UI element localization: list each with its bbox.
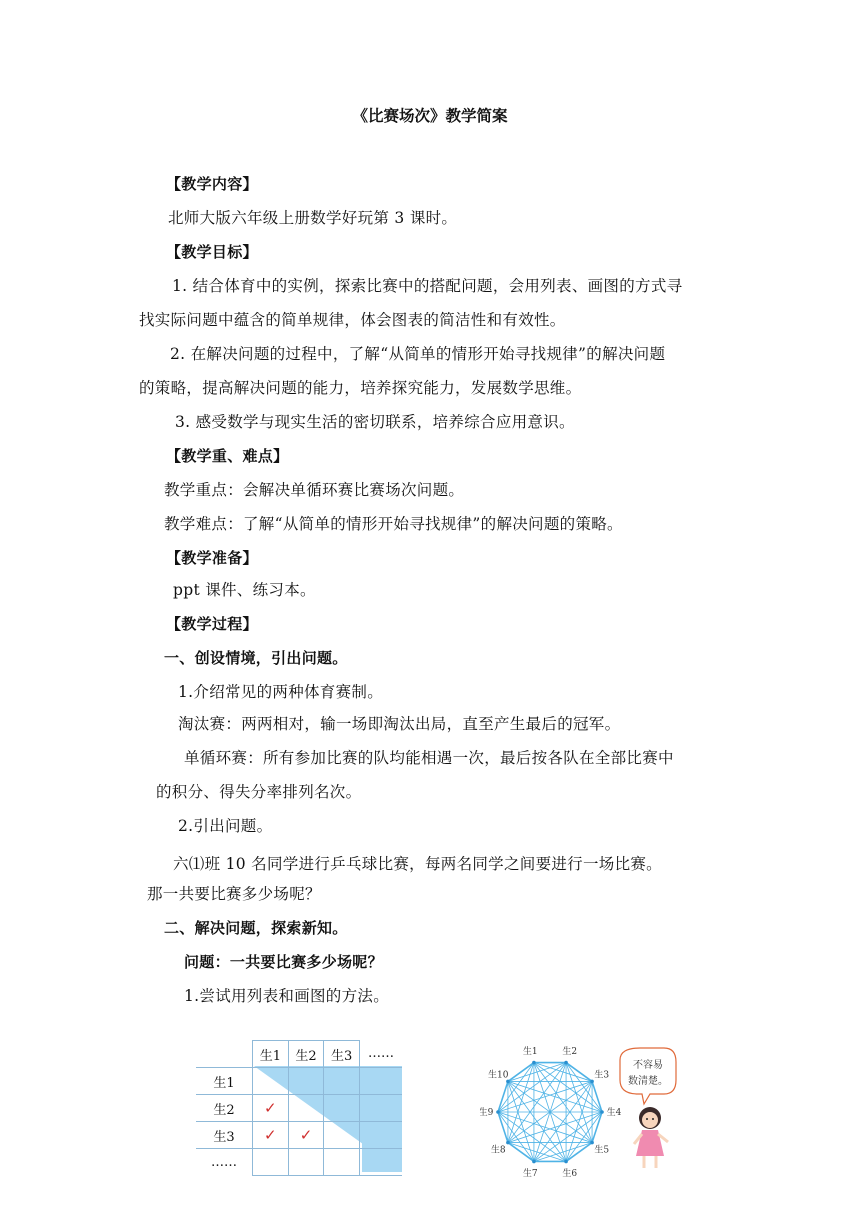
speech-bubble (620, 1048, 676, 1104)
network-edge (534, 1143, 592, 1162)
network-edge (508, 1063, 566, 1082)
section-2-item-1: 1.尝试用列表和画图的方法。 (184, 987, 389, 1005)
network-node (590, 1141, 594, 1145)
network-node-label: 生1 (522, 1047, 538, 1058)
goal-1-line-1: 1. 结合体育中的实例，探索比赛中的搭配问题，会用列表、画图的方式寻 (172, 277, 683, 295)
table-cell (324, 1149, 360, 1176)
network-node (600, 1110, 604, 1114)
document-title: 《比赛场次》教学简案 (352, 107, 508, 125)
goal-2-line-1: 2. 在解决问题的过程中，了解“从简单的情形开始寻找规律”的解决问题 (170, 345, 666, 363)
network-node (532, 1061, 536, 1065)
network-edge (508, 1143, 566, 1162)
heading-key-points: 【教学重、难点】 (166, 447, 289, 465)
network-node-label: 生8 (490, 1145, 506, 1156)
match-table-figure (196, 1040, 402, 1172)
network-node (564, 1160, 568, 1164)
table-cell (324, 1095, 360, 1122)
section-1-heading: 一、创设情境，引出问题。 (164, 649, 348, 667)
table-cell (253, 1149, 289, 1176)
question-text: 问题：一共要比赛多少场呢？ (184, 953, 383, 971)
match-network-figure (480, 1040, 690, 1180)
girl-face (642, 1112, 658, 1128)
table-cell (288, 1149, 324, 1176)
network-diagram (480, 1040, 690, 1180)
network-edge (498, 1081, 508, 1112)
network-node (532, 1160, 536, 1164)
teaching-content-text: 北师大版六年级上册数学好玩第 3 课时。 (168, 209, 458, 227)
network-node-label: 生3 (594, 1070, 610, 1081)
network-node-label: 生2 (562, 1047, 578, 1058)
speech-line-1: 不容易 (633, 1060, 663, 1071)
problem-statement-line-1: 六⑴班 10 名同学进行乒乓球比赛，每两名同学之间要进行一场比赛。 (173, 855, 662, 873)
knockout-definition: 淘汰赛：两两相对，输一场即淘汰出局，直至产生最后的冠军。 (178, 715, 621, 733)
network-node (590, 1080, 594, 1084)
table-cell (360, 1095, 402, 1122)
network-edge (508, 1063, 534, 1082)
network-node-label: 生10 (487, 1070, 509, 1081)
row-header: 生2 (196, 1095, 253, 1122)
network-edge (566, 1143, 592, 1162)
table-cell (253, 1068, 289, 1095)
network-edge (498, 1081, 592, 1112)
check-mark: ✓ (288, 1122, 324, 1149)
table-corner-cell (196, 1041, 253, 1068)
girl-eye (646, 1118, 648, 1120)
network-node-label: 生9 (480, 1108, 494, 1118)
goal-3: 3. 感受数学与现实生活的密切联系，培养综合应用意识。 (175, 413, 575, 431)
section-1-item-2: 2.引出问题。 (178, 817, 273, 835)
row-header: …… (196, 1149, 253, 1176)
heading-teaching-process: 【教学过程】 (166, 615, 258, 633)
goal-2-line-2: 的策略，提高解决问题的能力，培养探究能力，发展数学思维。 (139, 379, 582, 397)
table-cell (324, 1068, 360, 1095)
heading-teaching-content: 【教学内容】 (166, 175, 258, 193)
match-table (196, 1040, 402, 1176)
table-cell (360, 1149, 402, 1176)
network-edge (508, 1081, 534, 1161)
difficult-point-text: 教学难点：了解“从简单的情形开始寻找规律”的解决问题的策略。 (164, 515, 623, 533)
network-edge (566, 1063, 592, 1082)
network-edge (592, 1081, 602, 1112)
section-1-item-1: 1.介绍常见的两种体育赛制。 (178, 683, 383, 701)
heading-teaching-goals: 【教学目标】 (166, 243, 258, 261)
col-header: 生2 (288, 1041, 324, 1068)
problem-statement-line-2: 那一共要比赛多少场呢？ (147, 885, 321, 903)
network-edge (498, 1112, 592, 1143)
table-cell (360, 1068, 402, 1095)
network-node-label: 生7 (522, 1168, 538, 1179)
round-robin-definition-line-2: 的积分、得失分率排列名次。 (156, 783, 362, 801)
table-cell (360, 1122, 402, 1149)
row-header: 生3 (196, 1122, 253, 1149)
heading-preparation: 【教学准备】 (166, 549, 258, 567)
section-2-heading: 二、解决问题，探索新知。 (164, 919, 348, 937)
table-cell (324, 1122, 360, 1149)
row-header: 生1 (196, 1068, 253, 1095)
col-header: 生1 (253, 1041, 289, 1068)
speech-line-2: 数清楚。 (628, 1076, 668, 1087)
network-node (496, 1110, 500, 1114)
network-node (506, 1141, 510, 1145)
preparation-text: ppt 课件、练习本。 (173, 581, 316, 599)
girl-eye (652, 1118, 654, 1120)
network-node-label: 生5 (594, 1145, 610, 1156)
round-robin-definition-line-1: 单循环赛：所有参加比赛的队均能相遇一次，最后按各队在全部比赛中 (184, 749, 674, 767)
col-header: 生3 (324, 1041, 360, 1068)
network-edge (592, 1112, 602, 1143)
check-mark: ✓ (253, 1122, 289, 1149)
network-node-label: 生6 (562, 1168, 578, 1179)
network-edge (498, 1112, 508, 1143)
network-node (564, 1061, 568, 1065)
network-node-label: 生4 (606, 1108, 622, 1118)
check-mark: ✓ (253, 1095, 289, 1122)
key-point-text: 教学重点：会解决单循环赛比赛场次问题。 (164, 481, 465, 499)
table-cell (288, 1095, 324, 1122)
goal-1-line-2: 找实际问题中蕴含的简单规律，体会图表的简洁性和有效性。 (139, 311, 566, 329)
network-edge (508, 1143, 534, 1162)
network-edge (508, 1081, 602, 1112)
table-cell (288, 1068, 324, 1095)
network-edge (508, 1112, 602, 1143)
col-header: …… (360, 1041, 402, 1068)
girl-illustration (634, 1107, 668, 1168)
